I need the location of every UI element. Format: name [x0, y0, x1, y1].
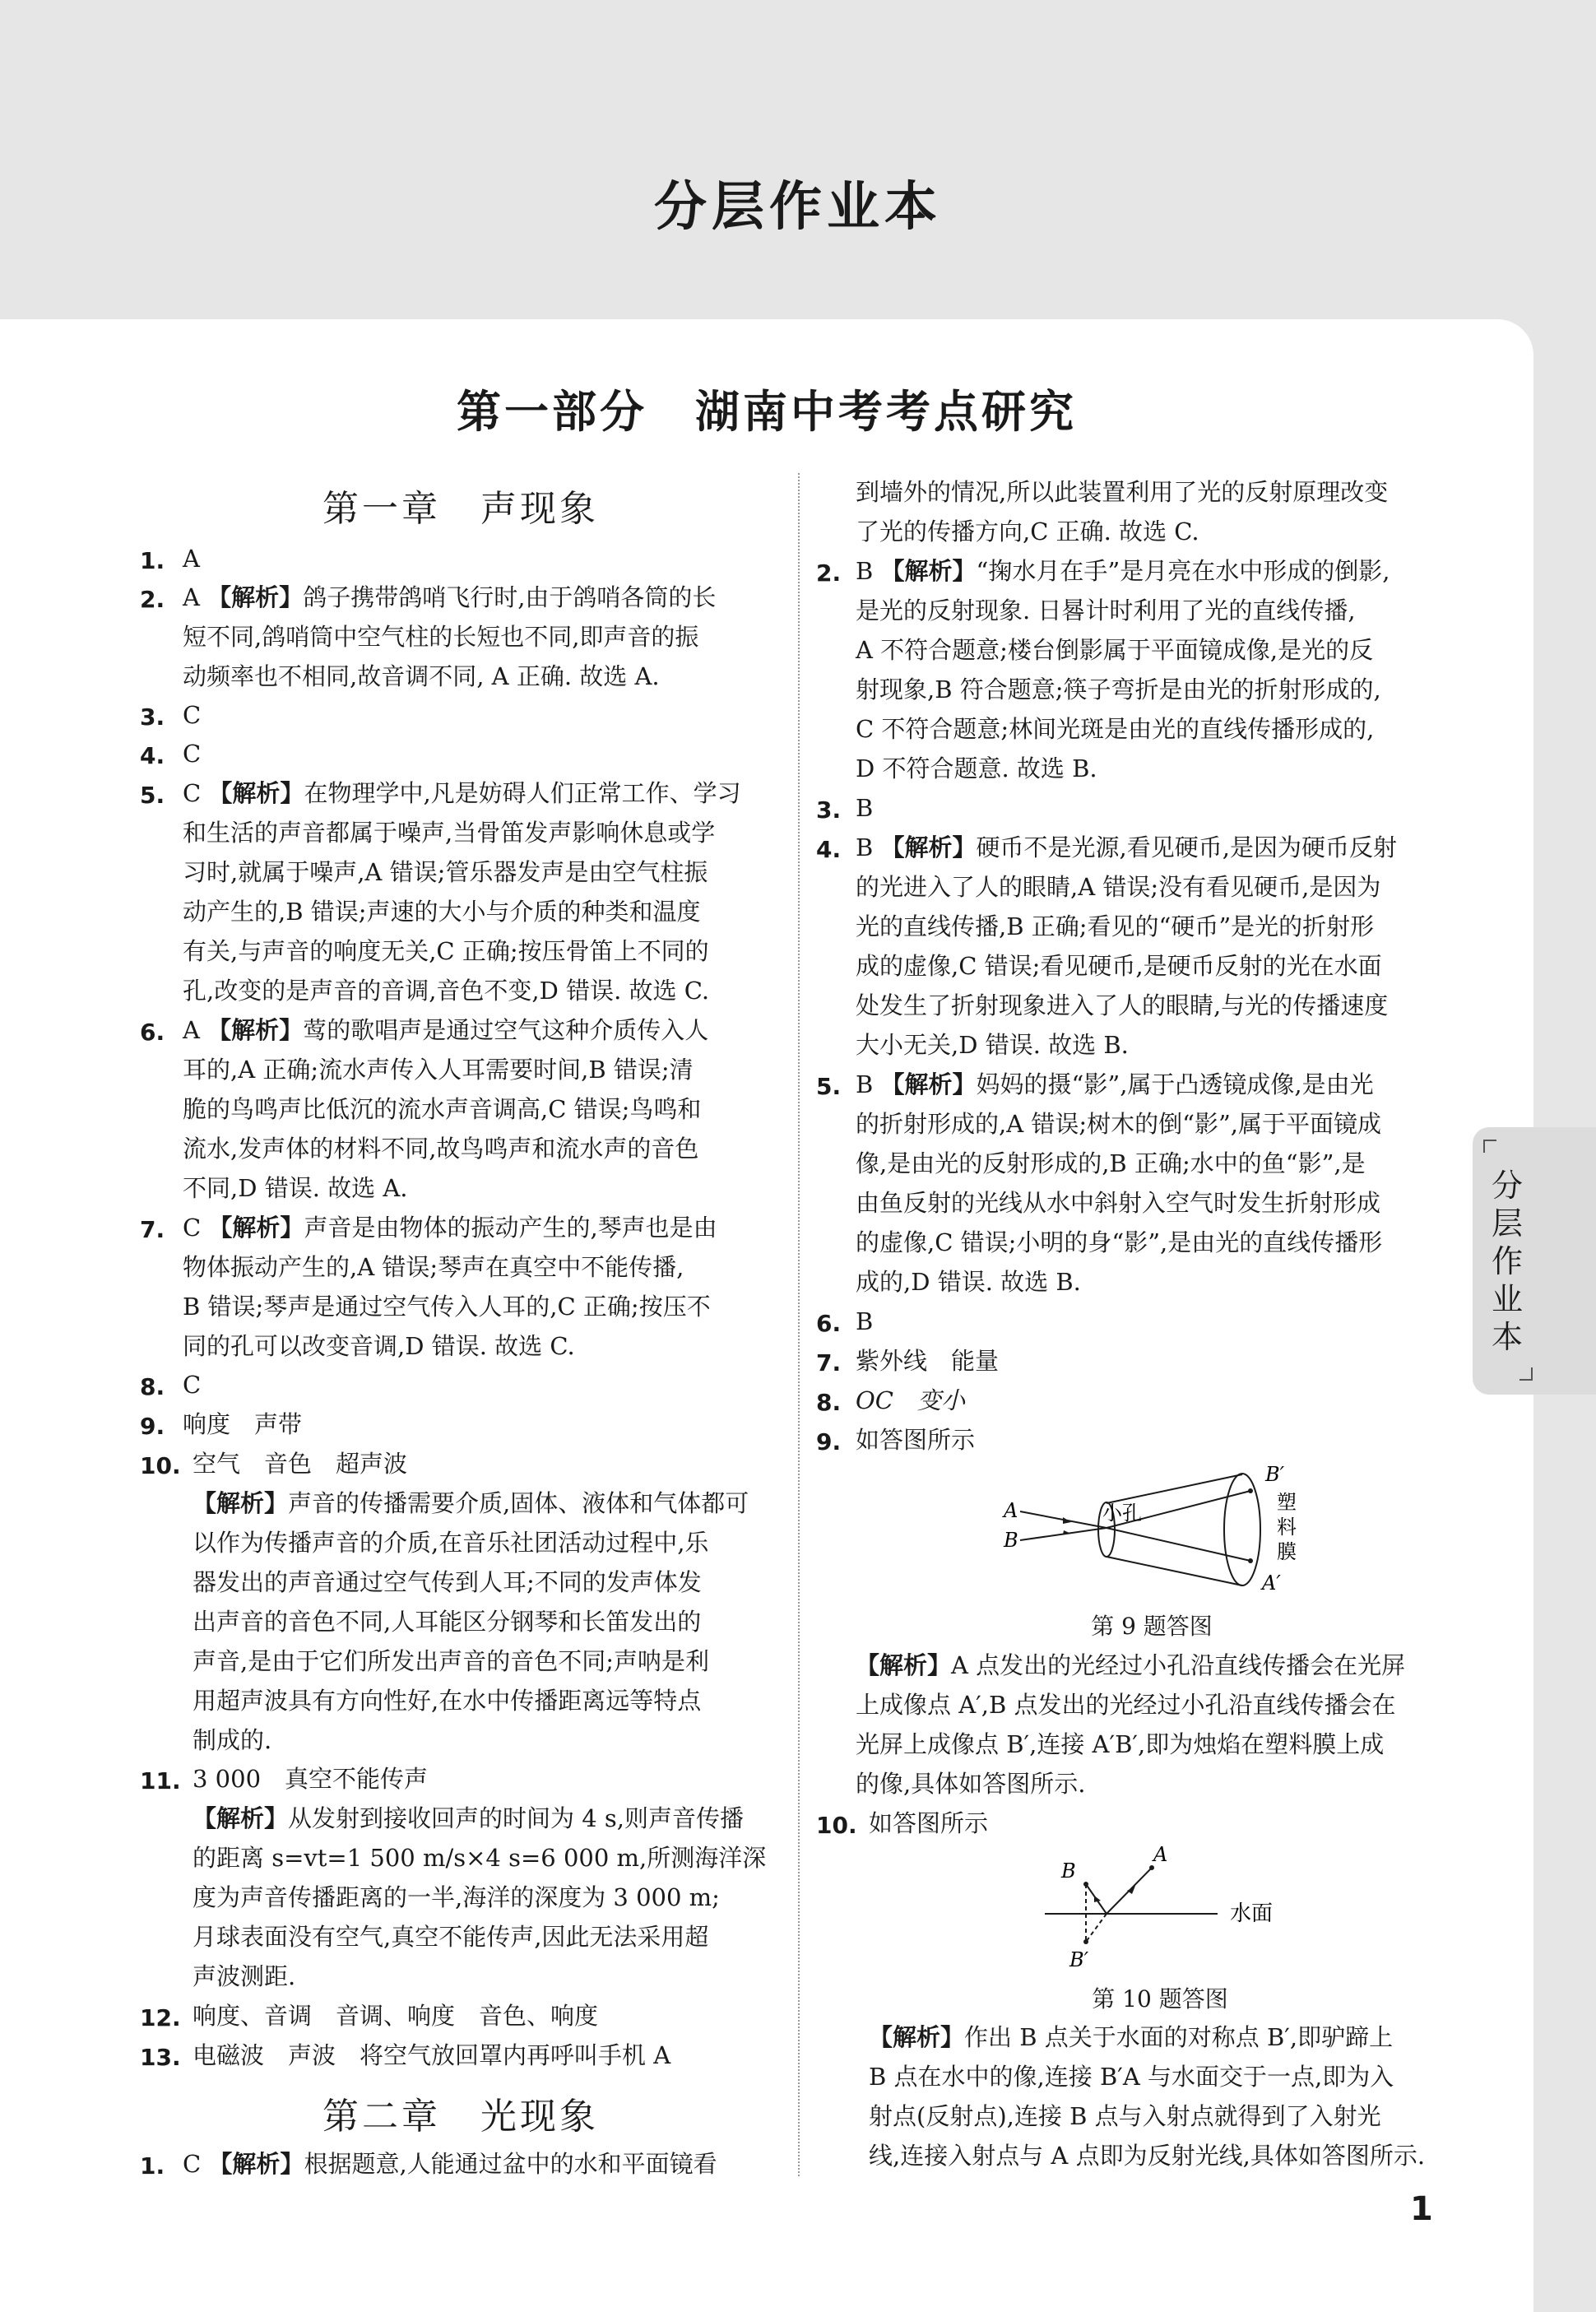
q-number: 6. [140, 1019, 165, 1046]
answer-line: B 错误;琴声是通过空气传入人耳的,C 正确;按压不 [183, 1293, 711, 1321]
answer-line: A 【解析】鸽子携带鸽哨飞行时,由于鸽哨各筒的长 [183, 583, 717, 611]
answer-line: 和生活的声音都属于噪声,当骨笛发声影响休息或学 [183, 819, 716, 847]
analysis-tag: 【解析】 [880, 833, 977, 861]
answer-text: 电磁波 声波 将空气放回罩内再呼叫手机 A [193, 2041, 671, 2069]
answer-text: C [183, 701, 202, 729]
fig10-label-water: 水面 [1230, 1901, 1274, 1926]
answer-line: B 【解析】硬币不是光源,看见硬币,是因为硬币反射 [856, 833, 1397, 861]
q-number: 6. [816, 1310, 842, 1337]
answer-line: 了光的传播方向,C 正确. 故选 C. [856, 518, 1199, 546]
answer-line: 线,连接入射点与 A 点即为反射光线,具体如答图所示. [869, 2142, 1426, 2170]
answer-line: 月球表面没有空气,真空不能传声,因此无法采用超 [193, 1923, 709, 1951]
answer-line: 【解析】A 点发出的光经过小孔沿直线传播会在光屏 [856, 1651, 1406, 1679]
answer-line: 物体振动产生的,A 错误;琴声在真空中不能传播, [183, 1253, 684, 1281]
answer-text: 如答图所示 [869, 1809, 989, 1837]
answer-line: 射点(反射点),连接 B 点与入射点就得到了入射光 [869, 2102, 1381, 2130]
answer-line: 【解析】作出 B 点关于水面的对称点 B′,即驴蹄上 [869, 2023, 1394, 2051]
answer-line: 习时,就属于噪声,A 错误;管乐器发声是由空气柱振 [183, 858, 708, 886]
answer-line: 【解析】声音的传播需要介质,固体、液体和气体都可 [193, 1489, 749, 1517]
q-number: 9. [816, 1428, 842, 1455]
q-number: 2. [816, 559, 842, 587]
fig10-label-b: B [1061, 1859, 1076, 1883]
side-tab-bracket-bottom [1519, 1367, 1533, 1381]
answer-line: C 不符合题意;林间光斑是由光的直线传播形成的, [856, 715, 1375, 743]
q-number: 5. [140, 782, 165, 809]
fig9-label-aprime: A′ [1262, 1572, 1281, 1595]
answer-line: A 不符合题意;楼台倒影属于平面镜成像,是光的反 [856, 636, 1374, 664]
q-number: 4. [140, 742, 165, 769]
answer-text: C [183, 1371, 202, 1399]
answer-line: 的虚像,C 错误;小明的身“影”,是由光的直线传播形 [856, 1228, 1383, 1256]
answer-line: 短不同,鸽哨筒中空气柱的长短也不同,即声音的振 [183, 623, 699, 651]
answer-line: 成的,D 错误. 故选 B. [856, 1268, 1081, 1296]
q-number: 7. [816, 1349, 842, 1377]
q-number: 3. [140, 703, 165, 731]
answer-line: 到墙外的情况,所以此装置利用了光的反射原理改变 [856, 478, 1389, 506]
answer-text: 空气 音色 超声波 [193, 1450, 408, 1478]
answer-line: 出声音的音色不同,人耳能区分钢琴和长笛发出的 [193, 1608, 702, 1636]
answer-line: 动产生的,B 错误;声速的大小与介质的种类和温度 [183, 898, 701, 926]
analysis-tag: 【解析】 [208, 2150, 304, 2178]
q-number: 11. [140, 1767, 181, 1794]
fig9-label-film2: 料 [1277, 1516, 1297, 1539]
q-number: 13. [140, 2044, 181, 2071]
figure-10-diagram [1037, 1843, 1300, 1975]
answer-line: 成的虚像,C 错误;看见硬币,是硬币反射的光在水面 [856, 952, 1382, 980]
answer-line: 流水,发声体的材料不同,故鸟鸣声和流水声的音色 [183, 1135, 699, 1163]
figure-10-caption: 第 10 题答图 [1092, 1985, 1228, 2013]
page-number: 1 [1410, 2190, 1433, 2228]
column-divider [798, 473, 800, 2176]
virtual-ray [1086, 1914, 1107, 1942]
q-number: 4. [816, 836, 842, 863]
q-number: 12. [140, 2004, 181, 2031]
answer-line: 器发出的声音通过空气传到人耳;不同的发声体发 [193, 1568, 702, 1596]
analysis-tag: 【解析】 [869, 2023, 965, 2051]
q-number: 3. [816, 796, 842, 824]
answer-text: B [856, 794, 874, 822]
chapter2-title: 第二章 光现象 [322, 2096, 599, 2138]
answer-line: 的光进入了人的眼睛,A 错误;没有看见硬币,是因为 [856, 873, 1381, 901]
answer-line: 射现象,B 符合题意;筷子弯折是由光的折射形成的, [856, 675, 1381, 703]
answer-text: OC 变小 [856, 1386, 965, 1414]
answer-line: 像,是由光的反射形成的,B 正确;水中的鱼“影”,是 [856, 1149, 1366, 1177]
answer-text: 响度 声带 [183, 1410, 303, 1438]
analysis-tag: 【解析】 [880, 1070, 977, 1098]
answer-line: B 【解析】妈妈的摄“影”,属于凸透镜成像,是由光 [856, 1070, 1374, 1098]
answer-line: 有关,与声音的响度无关,C 正确;按压骨笛上不同的 [183, 937, 709, 965]
answer-line: 制成的. [193, 1726, 272, 1754]
fig9-label-b: B [1004, 1529, 1018, 1552]
answer-line: 动频率也不相同,故音调不同, A 正确. 故选 A. [183, 662, 660, 690]
analysis-tag: 【解析】 [208, 1214, 304, 1242]
answer-line: C 【解析】声音是由物体的振动产生的,琴声也是由 [183, 1214, 717, 1242]
analysis-tag: 【解析】 [880, 557, 977, 585]
analysis-tag: 【解析】 [207, 583, 304, 611]
side-tab-label: 分 层 作 业 本 [1491, 1168, 1523, 1355]
answer-text: C [183, 740, 202, 768]
answer-line: A 【解析】莺的歌唱声是通过空气这种介质传入人 [183, 1016, 709, 1044]
fig9-label-film1: 塑 [1277, 1491, 1297, 1514]
answer-line: 声音,是由于它们所发出声音的音色不同;声呐是利 [193, 1647, 709, 1675]
fig9-label-bprime: B′ [1265, 1463, 1285, 1486]
q-number: 1. [140, 2152, 165, 2180]
figure-9-diagram [987, 1458, 1316, 1598]
answer-line: 孔,改变的是声音的音调,音色不变,D 错误. 故选 C. [183, 977, 710, 1005]
q-number: 8. [816, 1389, 842, 1416]
analysis-tag: 【解析】 [856, 1651, 952, 1679]
fig9-label-a: A [1004, 1499, 1018, 1522]
q-number: 5. [816, 1073, 842, 1100]
fig10-label-bprime: B′ [1069, 1948, 1089, 1971]
answer-text: A [183, 545, 200, 573]
answer-line: 用超声波具有方向性好,在水中传播距离远等特点 [193, 1687, 702, 1715]
answer-line: 光的直线传播,B 正确;看见的“硬币”是光的折射形 [856, 912, 1375, 940]
answer-line: C 【解析】在物理学中,凡是妨碍人们正常工作、学习 [183, 779, 741, 807]
answer-line: 【解析】从发射到接收回声的时间为 4 s,则声音传播 [193, 1804, 745, 1832]
answer-line: 不同,D 错误. 故选 A. [183, 1174, 408, 1202]
side-tab-bracket-top [1483, 1140, 1496, 1153]
answer-line: 的折射形成的,A 错误;树木的倒“影”,属于平面镜成 [856, 1110, 1382, 1138]
q-number: 8. [140, 1373, 165, 1400]
q-number: 9. [140, 1413, 165, 1440]
answer-text: 3 000 真空不能传声 [193, 1765, 429, 1793]
part-title: 第一部分 湖南中考考点研究 [457, 386, 1077, 438]
answer-line: 光屏上成像点 B′,连接 A′B′,即为烛焰在塑料膜上成 [856, 1730, 1385, 1758]
answer-line: C 【解析】根据题意,人能通过盆中的水和平面镜看 [183, 2150, 717, 2178]
answer-line: 以作为传播声音的介质,在音乐社团活动过程中,乐 [193, 1529, 709, 1557]
figure-9-caption: 第 9 题答图 [1091, 1613, 1213, 1640]
chapter1-title: 第一章 声现象 [322, 488, 599, 530]
answer-line: 的距离 s=vt=1 500 m/s×4 s=6 000 m,所测海洋深 [193, 1844, 767, 1872]
answer-text: 紫外线 能量 [856, 1347, 1000, 1375]
fig9-label-film3: 膜 [1277, 1540, 1297, 1563]
answer-text: B [856, 1307, 874, 1335]
answer-line: 脆的鸟鸣声比低沉的流水声音调高,C 错误;鸟鸣和 [183, 1095, 702, 1123]
analysis-tag: 【解析】 [193, 1804, 289, 1832]
film-end [1224, 1474, 1260, 1585]
analysis-tag: 【解析】 [193, 1489, 289, 1517]
answer-line: 是光的反射现象. 日晷计时利用了光的直线传播, [856, 597, 1356, 624]
cone-bottom-edge [1107, 1557, 1242, 1585]
q-number: 7. [140, 1216, 165, 1243]
answer-line: 同的孔可以改变音调,D 错误. 故选 C. [183, 1332, 575, 1360]
q-number: 10. [140, 1452, 181, 1479]
answer-line: B 点在水中的像,连接 B′A 与水面交于一点,即为入 [869, 2063, 1394, 2091]
answer-line: 上成像点 A′,B 点发出的光经过小孔沿直线传播会在 [856, 1691, 1396, 1719]
answer-text: 响度、音调 音调、响度 音色、响度 [193, 2002, 599, 2030]
answer-line: 由鱼反射的光线从水中斜射入空气时发生折射形成 [856, 1189, 1381, 1217]
analysis-tag: 【解析】 [208, 779, 304, 807]
fig9-label-hole: 小孔 [1102, 1502, 1142, 1525]
answer-text: 如答图所示 [856, 1426, 976, 1454]
header-title: 分层作业本 [654, 177, 942, 238]
answer-line: 耳的,A 正确;流水声传入人耳需要时间,B 错误;清 [183, 1056, 694, 1084]
q-number: 2. [140, 586, 165, 613]
answer-line: 的像,具体如答图所示. [856, 1770, 1086, 1798]
answer-line: D 不符合题意. 故选 B. [856, 754, 1097, 782]
answer-line: 度为声音传播距离的一半,海洋的深度为 3 000 m; [193, 1883, 720, 1911]
q-number: 1. [140, 547, 165, 574]
fig10-label-a: A [1153, 1843, 1168, 1866]
answer-line: 处发生了折射现象进入了人的眼睛,与光的传播速度 [856, 991, 1389, 1019]
answer-line: 大小无关,D 错误. 故选 B. [856, 1031, 1129, 1059]
answer-line: B 【解析】“掬水月在手”是月亮在水中形成的倒影, [856, 557, 1390, 585]
answer-line: 声波测距. [193, 1962, 296, 1990]
analysis-tag: 【解析】 [207, 1016, 304, 1044]
q-number: 10. [816, 1812, 857, 1839]
